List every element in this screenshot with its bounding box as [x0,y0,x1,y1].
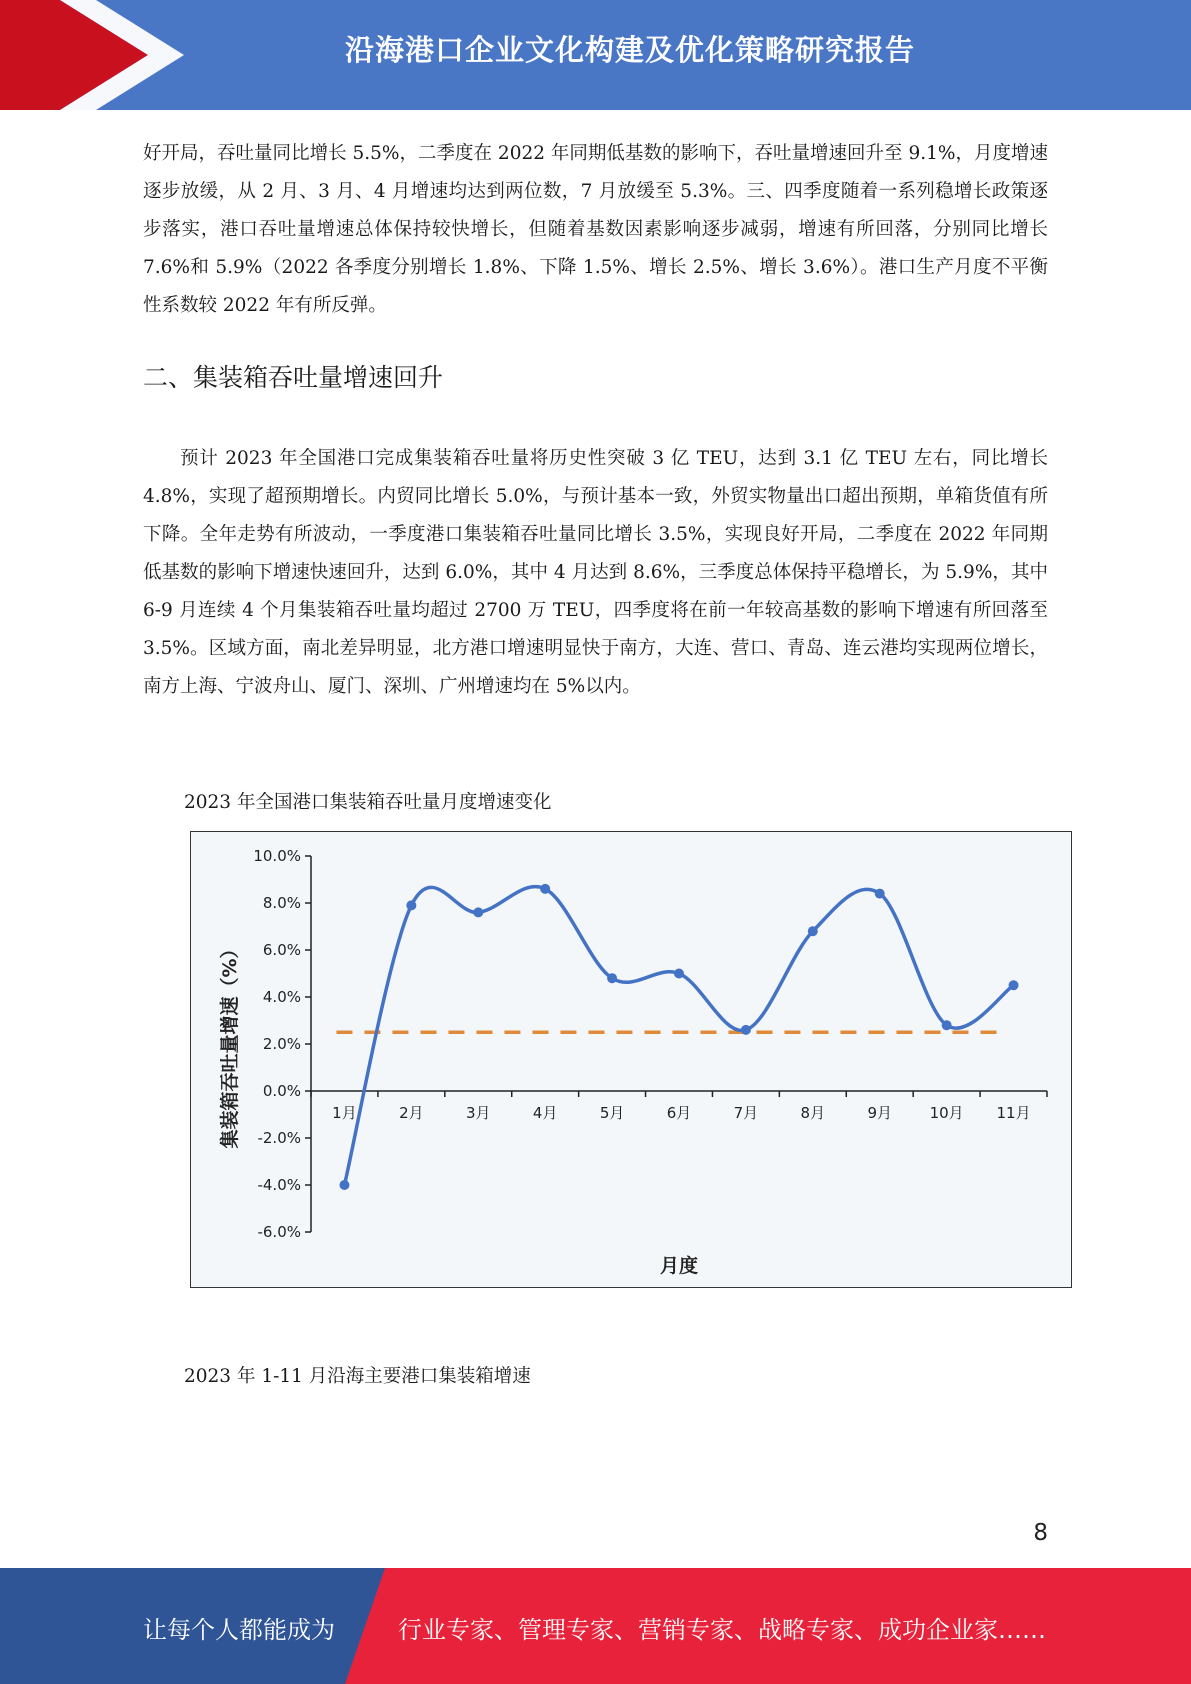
y-tick-label: -4.0% [257,1176,301,1194]
y-tick-label: -2.0% [257,1129,301,1147]
y-tick-label: 2.0% [262,1035,301,1053]
data-point [741,1025,751,1035]
second-caption: 2023 年 1-11 月沿海主要港口集装箱增速 [184,1366,531,1387]
data-point [1009,980,1019,990]
data-point [674,969,684,979]
page-number: 8 [1033,1520,1048,1546]
page-header [0,0,1191,110]
y-tick-label: 6.0% [262,941,301,959]
section-paragraph: 预计 2023 年全国港口完成集装箱吞吐量将历史性突破 3 亿 TEU，达到 3.1 亿 TEU 左右，同比增长 4.8%，实现了超预期增长。内贸同比增长 5.0%，与预计基本一致，外贸实物量出口超出预期，单箱货值有所下降。全年走势有所波动，一季度港口集装箱吞吐量同比增长 3.5%，实现良好开局，二季度在 2022 年同期低基数的影响下增速快速回升，达到 6.0%，其中 4 月达到 8.6%，三季度总体保持平稳增长，为 5.9%，其中 6-9 月连续 4 个月集装箱吞吐量均超过 2700 万 TEU，四季度将在前一年较高基数的影响下增速有所回落至 3.5%。区域方面，南北差异明显，北方港口增速明显快于南方，大连、营口、青岛、连云港均实现两位增长，南方上海、宁波舟山、厦门、深圳、广州增速均在 5%以内。 [143,448,1048,697]
x-tick-label: 5月 [599,1104,625,1122]
data-point [875,889,885,899]
section-body [143,440,1048,706]
x-tick-label: 7月 [733,1104,759,1122]
y-tick-label: 8.0% [262,894,301,912]
data-point [473,907,483,917]
x-tick-label: 2月 [399,1104,424,1122]
header-red-arrow [0,0,148,110]
section-heading: 二、集装箱吞吐量增速回升 [143,363,444,392]
intro-block [143,135,1048,325]
data-point [808,926,818,936]
header-title: 沿海港口企业文化构建及优化策略研究报告 [344,33,915,67]
footer-slogan-left: 让每个人都能成为 [143,1616,335,1644]
y-axis-title: 集装箱吞吐量增速（%） [219,939,241,1149]
data-point [406,900,416,910]
data-point [540,884,550,894]
chart-caption: 2023 年全国港口集装箱吞吐量月度增速变化 [184,792,552,813]
data-point [607,973,617,983]
x-axis-title: 月度 [659,1255,699,1277]
x-tick-label: 9月 [867,1104,893,1122]
data-point [942,1020,952,1030]
page-footer [0,1568,1191,1684]
x-tick-label: 1月 [332,1104,357,1122]
y-tick-label: -6.0% [257,1223,301,1241]
x-tick-label: 10月 [929,1104,964,1122]
series-line [344,887,1013,1185]
x-tick-label: 8月 [800,1104,826,1122]
x-tick-label: 11月 [996,1104,1031,1122]
y-tick-label: 10.0% [253,847,301,865]
line-chart [190,831,1072,1288]
chart-canvas [191,832,1071,1287]
x-tick-label: 3月 [465,1104,491,1122]
x-tick-label: 6月 [666,1104,692,1122]
intro-paragraph: 好开局，吞吐量同比增长 5.5%，二季度在 2022 年同期低基数的影响下，吞吐量增速回升至 9.1%，月度增速逐步放缓，从 2 月、3 月、4 月增速均达到两位数，7 月放缓至 5.3%。三、四季度随着一系列稳增长政策逐步落实，港口吞吐量增速总体保持较快增长，但随着基数因素影响逐步减弱，增速有所回落，分别同比增长 7.6%和 5.9%（2022 各季度分别增长 1.8%、下降 1.5%、增长 2.5%、增长 3.6%）。港口生产月度不平衡性系数较 2022 年有所反弹。 [143,143,1048,316]
x-tick-label: 4月 [532,1104,558,1122]
y-tick-label: 4.0% [262,988,301,1006]
data-point [339,1180,349,1190]
y-tick-label: 0.0% [262,1082,301,1100]
footer-slogan-right: 行业专家、管理专家、营销专家、战略专家、成功企业家…… [398,1616,1046,1644]
